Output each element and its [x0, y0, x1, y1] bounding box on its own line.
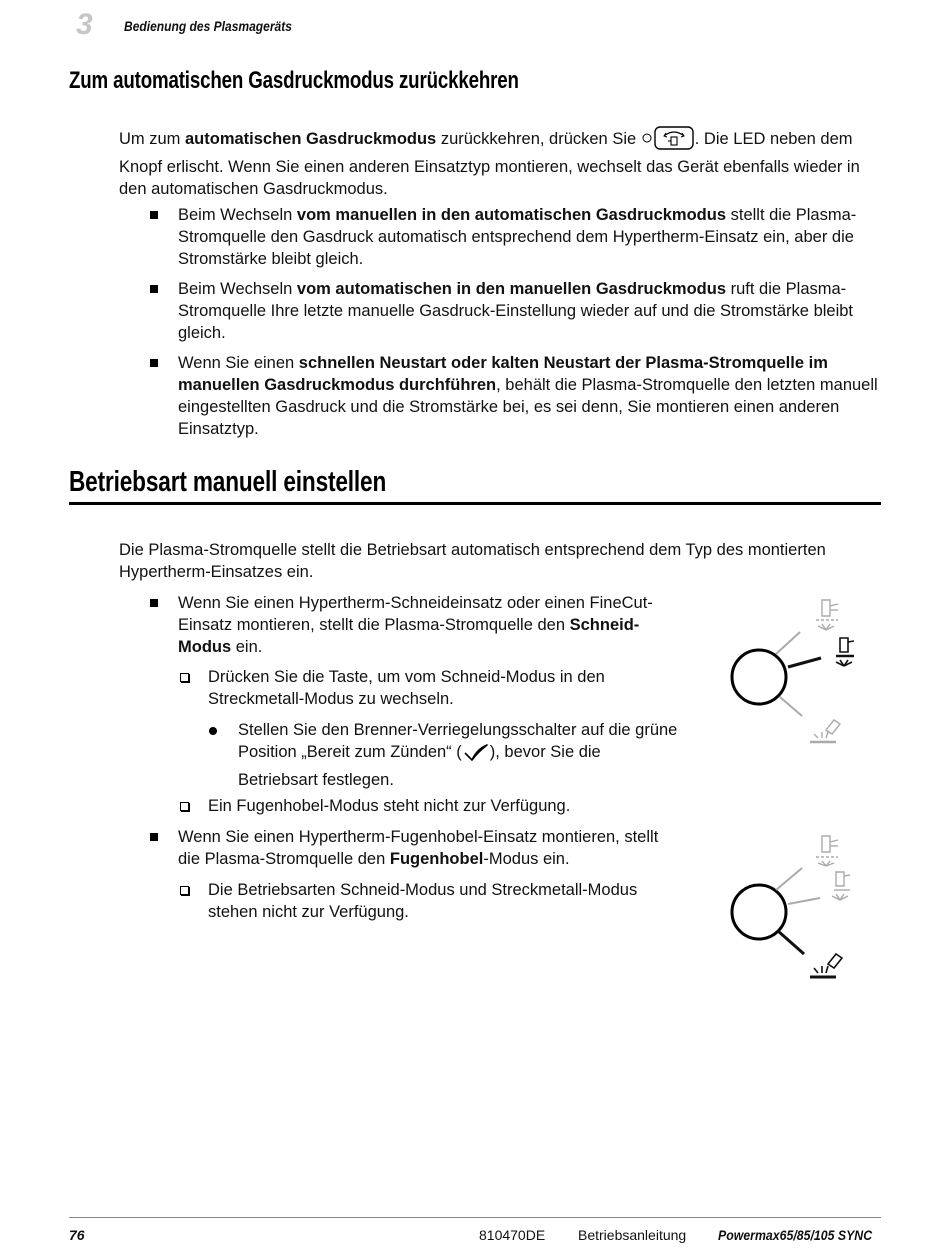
section2-intro: Die Plasma-Stromquelle stellt die Betriebsart automatisch entsprechend dem Typ des montierten Hypertherm-Einsatzes ein.	[119, 541, 826, 581]
product-name: Powermax65/85/105 SYNC	[718, 1227, 873, 1243]
list-item: Drücken Sie die Taste, um vom Schneid-Modus in den Streckmetall-Modus zu wechseln.	[208, 668, 605, 708]
document-type: Betriebsanleitung	[578, 1227, 687, 1243]
selector-knob-icon	[732, 885, 786, 939]
gouge-torch-icon	[810, 954, 842, 977]
section-divider	[69, 502, 881, 505]
section-title-auto-gas: Zum automatischen Gasdruckmodus zurückkehren	[69, 67, 519, 94]
section-title-manual-mode: Betriebsart manuell einstellen	[69, 466, 387, 498]
section1-intro: Um zum automatischen Gasdruckmodus zurückkehren, drücken Sie . Die LED neben dem Knopf erlischt. Wenn Sie einen anderen Einsatztyp montieren, wechselt das Gerät ebenfalls wieder in den automatischen Gasdruckmodus.	[119, 126, 884, 200]
mode-selector-cut-diagram	[718, 592, 868, 752]
checkmark-icon	[463, 743, 489, 769]
list-item: Wenn Sie einen schnellen Neustart oder kalten Neustart der Plasma-Stromquelle im manuellen Gasdruckmodus durchführen, behält die Plasma-Stromquelle den letzten manuell eingestellten Gasdruck und die Stromstärke bei, es sei denn, Sie montieren einen anderen Einsatztyp.	[178, 354, 878, 438]
list-item: Die Betriebsarten Schneid-Modus und Streckmetall-Modus stehen nicht zur Verfügung.	[208, 881, 638, 921]
mode-selector-gouge-diagram	[718, 830, 868, 990]
bullet-square-icon	[150, 833, 158, 841]
document-code: 810470DE	[479, 1227, 546, 1243]
bullet-square-icon	[150, 599, 158, 607]
expanded-metal-torch-icon	[816, 836, 838, 866]
selector-knob-icon	[732, 650, 786, 704]
expanded-metal-torch-icon	[816, 600, 838, 630]
list-item: Wenn Sie einen Hypertherm-Fugenhobel-Einsatz montieren, stellt die Plasma-Stromquelle den Fugenhobel-Modus ein.	[178, 828, 659, 868]
bullet-hollow-square-icon	[180, 886, 189, 895]
bullet-hollow-square-icon	[180, 802, 189, 811]
footer-divider	[69, 1217, 881, 1218]
cut-torch-icon	[836, 638, 854, 666]
list-item: Beim Wechseln vom manuellen in den automatischen Gasdruckmodus stellt die Plasma-Stromquelle den Gasdruck automatisch entsprechend dem Hypertherm-Einsatz ein, aber die Stromstärke bleibt gleich.	[178, 206, 857, 268]
list-item: Beim Wechseln vom automatischen in den manuellen Gasdruckmodus ruft die Plasma-Stromquelle Ihre letzte manuelle Gasdruck-Einstellung wieder auf und die Stromstärke bleibt gleich.	[178, 280, 854, 342]
chapter-title: Bedienung des Plasmageräts	[124, 18, 292, 34]
bullet-square-icon	[150, 285, 158, 293]
list-item: Ein Fugenhobel-Modus steht nicht zur Verfügung.	[208, 797, 571, 815]
bullet-dot-icon	[209, 727, 217, 735]
gas-mode-button-icon	[642, 126, 694, 156]
bullet-square-icon	[150, 359, 158, 367]
gouge-torch-icon	[810, 720, 840, 742]
list-item: Stellen Sie den Brenner-Verriegelungsschalter auf die grüne Position „Bereit zum Zünden“ ( ), bevor Sie die Betriebsart festlegen.	[238, 721, 678, 789]
chapter-number: 3	[76, 8, 93, 41]
bullet-square-icon	[150, 211, 158, 219]
cut-torch-icon	[832, 872, 850, 900]
bullet-hollow-square-icon	[180, 673, 189, 682]
page-number: 76	[69, 1227, 85, 1243]
list-item: Wenn Sie einen Hypertherm-Schneideinsatz oder einen FineCut-Einsatz montieren, stellt die Plasma-Stromquelle den Schneid-Modus ein.	[178, 594, 653, 656]
